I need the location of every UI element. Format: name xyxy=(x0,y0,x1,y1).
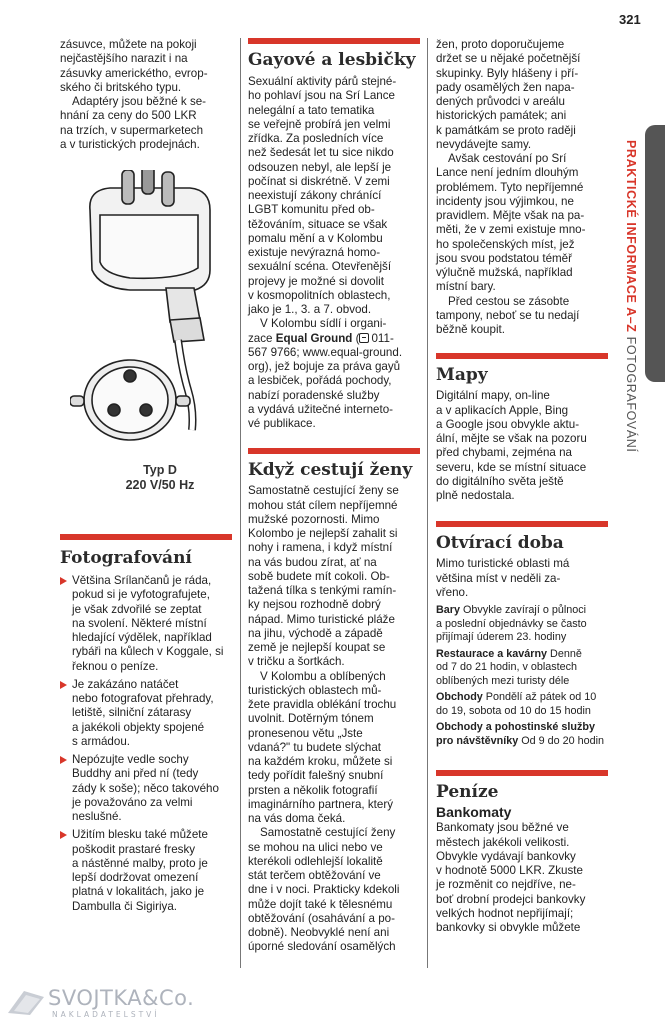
maps-heading: Mapy xyxy=(436,365,488,386)
plug-illustration xyxy=(70,170,260,470)
list-item: Je zakázáno natáčet nebo fotografovat přehrady, letiště, silniční zátarasy a jakékoli objekty spojené s armádou. xyxy=(60,678,232,749)
column-1 xyxy=(60,38,232,152)
women-continued-paragraph: žen, proto doporučujeme držet se u nějaké početnější skupinky. Byly hlášeny i pří- pady osamělých žen napa- dených průvodci v areálu historických památek; ani k památkám se proto raději nevydávejte samy. xyxy=(436,38,581,151)
photography-section xyxy=(60,534,232,914)
section-name: FOTOGRAFOVÁNÍ xyxy=(624,332,638,453)
list-item: Bary Obvykle zavírají o půlnoci a poslední objednávky se často přijímají úderem 23. hodiny xyxy=(436,604,587,643)
column-divider-2 xyxy=(427,38,428,968)
photography-heading: Fotografování xyxy=(60,548,192,568)
bullet-arrow-icon xyxy=(60,681,67,689)
women-heading: Když cestují ženy xyxy=(248,460,413,481)
publisher-name: SVOJTKA&Co. xyxy=(48,986,195,1010)
org-name: Equal Ground xyxy=(275,331,353,345)
list-item: Obchody Pondělí až pátek od 10 do 19, sobota od 10 do 15 hodin xyxy=(436,691,597,717)
list-item: Obchody a pohostinské služby pro návštěvníky Od 9 do 20 hodin xyxy=(436,721,605,747)
intro-paragraph: zásuvce, můžete na pokoji nejčastějšího narazit i na zásuvky americkétho, evrop- ského či britského typu. xyxy=(60,38,208,94)
atm-paragraph: Bankomaty jsou běžné ve městech jakékoli velikosti. Obvykle vydávají bankovky v hodnotě 5000 LKR. Zkuste je rozměnit co nejdříve, ne- boť drobní prodejci bankovky velkých hodnot nepřijímají; bankovky si obvykle můžete xyxy=(436,821,586,934)
book-logo-icon xyxy=(6,987,46,1017)
women-continued-paragraph-2: Avšak cestování po Srí Lance není jedním dlouhým problémem. Tyto nepříjemné incidenty jsou výjimkou, ne pravidlem. Mějte však na pa- měti, že v zemi existuje mno- ho společenských míst, jež jsou svou podstatou téměř výlučně mužská, například místní bary. xyxy=(436,152,586,294)
women-continued-paragraph-3: Před cestou se zásobte tampony, neboť se tu nedají běžně koupit. xyxy=(436,294,580,336)
publisher-tagline: NAKLADATELSTVÍ xyxy=(52,1010,160,1019)
maps-paragraph: Digitální mapy, on-line a v aplikacích Apple, Bing a Google jsou obvykle aktu- ální, mějte se však na pozoru před chybami, zejména na severu, kde se místní situace do digitálního světa ještě plně nedostala. xyxy=(436,389,587,502)
atm-subheading: Bankomaty xyxy=(436,804,512,820)
chapter-side-label xyxy=(610,140,638,470)
column-3 xyxy=(436,38,608,935)
chapter-title: PRAKTICKÉ INFORMACE A–Z xyxy=(624,140,638,333)
bullet-arrow-icon xyxy=(60,756,67,764)
bullet-arrow-icon xyxy=(60,577,67,585)
gay-paragraph: Sexuální aktivity párů stejné- ho pohlaví jsou na Srí Lance nelegální a tato tematika se veřejně probírá jen velmi zřídka. Za posledních více než šedesát let tu sice nikdo odsouzen nebyl, ale lepší je počínat si diskrétně. V zemi neexistují zákony chránící LGBT komunitu před ob- těžováním, situace se však pomalu mění a v Kolombu existuje nevýrazná homo- sexuální scéna. Otevřenější projevy je možné si dovolit v kosmopolitních oblastech, jako je 1., 3. a 7. obvod. xyxy=(248,75,397,316)
section-rule xyxy=(248,448,420,454)
opening-hours-heading: Otvírací doba xyxy=(436,533,564,554)
section-rule xyxy=(436,353,608,359)
opening-hours-list xyxy=(436,604,608,748)
plug-type: Typ D xyxy=(143,463,177,477)
list-item: Nepózujte vedle sochy Buddhy ani před ní (tedy zády k soše); něco takového je považováno za velmi neslušné. xyxy=(60,753,232,824)
section-rule xyxy=(60,534,232,540)
plug-caption xyxy=(60,463,260,493)
money-heading: Peníze xyxy=(436,782,499,802)
list-item: Užitím blesku také můžete poškodit prastaré fresky a nástěnné malby, proto je lepší dodržovat omezení platná v lokalitách, jako je Dambulla či Sigiriya. xyxy=(60,828,232,914)
equal-ground-paragraph: V Kolombu sídlí i organi- zace Equal Ground ( 011- 567 9766; www.equal-ground. org), jež bojuje za práva gayů a lesbiček, pořádá pochody, nabízí poradenské služby a vydává užitečné internetо- vé publikace. xyxy=(248,317,403,430)
page-number: 321 xyxy=(619,12,641,27)
phone-icon xyxy=(359,333,369,343)
women-paragraph-3: Samostatně cestující ženy se mohou na ulici nebo ve kterékoli odlehlejší lokalitě stát terčem obtěžování ve dne i v noci. Prakticky kdekoli může dojít také k tělesnému obtěžování (osahávání a po- dobně). Neobvyklé není ani úporné sledování osamělých xyxy=(248,826,400,954)
publisher-logo xyxy=(6,985,206,1021)
women-paragraph-2: V Kolombu a oblíbených turistických oblastech mů- žete pravidla oblékání trochu uvolnit. Dotěrným tónem pronesenou větu „Jste vdaná?" tu budete slýchat na každém kroku, můžete si tedy pořídit falešný snubní prsten a několik fotografií imaginárního partnera, který na vás doma čeká. xyxy=(248,669,397,825)
column-2 xyxy=(248,38,420,955)
bullet-arrow-icon xyxy=(60,831,67,839)
plug-voltage: 220 V/50 Hz xyxy=(125,478,195,492)
section-rule xyxy=(436,521,608,527)
section-rule xyxy=(436,770,608,776)
chapter-tab xyxy=(645,125,665,382)
gay-lesbian-heading: Gayové a lesbičky xyxy=(248,50,416,70)
adapters-paragraph: Adaptéry jsou běžné k se- hnání za ceny do 500 LKR na trzích, v supermarketech a v turistických prodejnách. xyxy=(60,95,207,151)
opening-hours-intro: Mimo turistické oblasti má většina míst v neděli za- vřeno. xyxy=(436,557,570,599)
list-item: Většina Srílančanů je ráda, pokud si je vyfotografujete, je však zdvořilé se zeptat na svolení. Některé místní hledající výdělek, například rybáři na kůlech v Koggale, si řeknou o peníze. xyxy=(60,574,232,674)
section-rule xyxy=(248,38,420,44)
women-paragraph-1: Samostatně cestující ženy se mohou stát cílem nepříjemné mužské pozornosti. Mimo Kolombo je nejlepší zahalit si nohy i ramena, i když místní na vás budou zírat, ať na sobě budete mít cokoli. Ob- tažená tílka s tenkými ramín- ky nejsou rozhodně dobrý nápad. Mimo turistické pláže na jihu, východě a západě země je nejlepší koupat se v tričku a šortkách. xyxy=(248,484,399,669)
list-item: Restaurace a kavárny Denně od 7 do 21 hodin, v oblastech oblíbených mezi turisty déle xyxy=(436,647,582,687)
